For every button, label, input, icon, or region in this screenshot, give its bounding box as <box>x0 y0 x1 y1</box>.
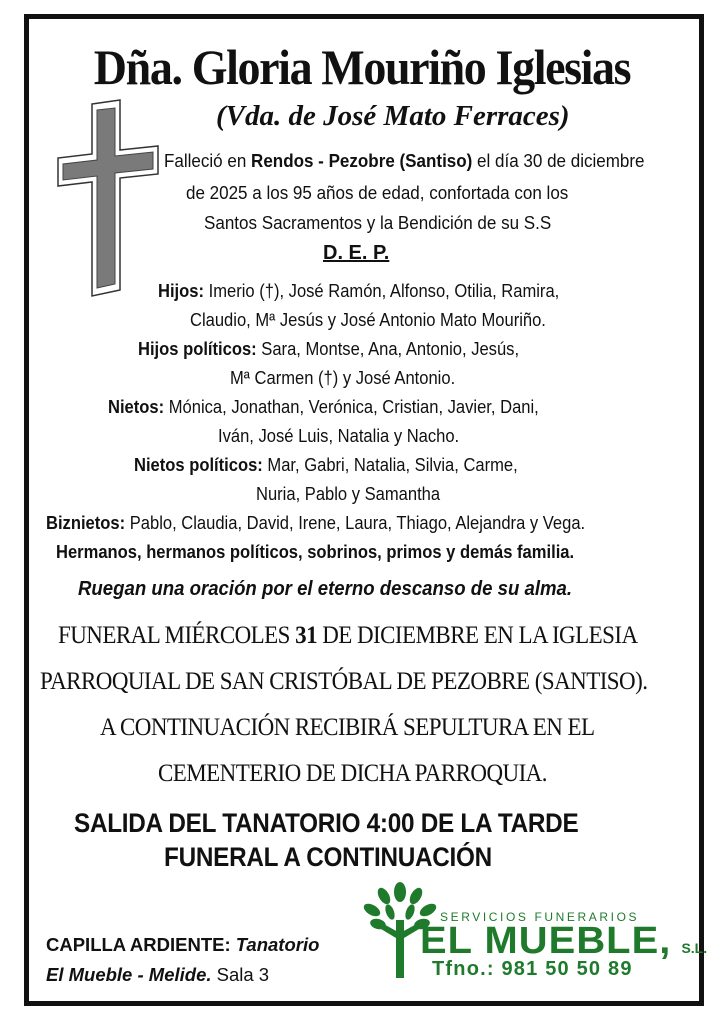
dep-label: D. E. P. <box>323 242 390 264</box>
capilla-line-2 <box>46 964 269 986</box>
logo-name-line <box>420 920 707 963</box>
hijos-politicos-names-1: Sara, Montse, Ana, Antonio, Jesús, <box>256 339 520 359</box>
funeral-day: 31 <box>295 622 318 649</box>
nietos-line-2: Iván, José Luis, Natalia y Nacho. <box>218 426 460 446</box>
salida-line-2: FUNERAL A CONTINUACIÓN <box>164 842 492 872</box>
death-line-3: Santos Sacramentos y la Bendición de su S.S <box>204 212 552 233</box>
nietos-politicos-names-1: Mar, Gabri, Natalia, Silvia, Carme, <box>262 455 518 475</box>
nietos-politicos-label: Nietos políticos: <box>134 455 263 475</box>
biznietos-label: Biznietos: <box>46 513 126 533</box>
hermanos-text: Hermanos, hermanos políticos, sobrinos, primos y demás familia. <box>56 542 575 562</box>
nietos-politicos-line-2: Nuria, Pablo y Samantha <box>256 484 441 504</box>
deceased-name: Dña. Gloria Mouriño Iglesias <box>93 39 631 95</box>
nietos-line-1 <box>108 397 539 418</box>
death-place: Rendos - Pezobre (Santiso) <box>251 150 473 171</box>
funeral-day-suffix: DE DICIEMBRE EN LA IGLESIA <box>317 622 638 649</box>
biznietos-line <box>46 513 585 534</box>
logo-suffix: S.L. <box>681 940 708 956</box>
death-line-1 <box>164 150 645 172</box>
hijos-politicos-line-1 <box>138 339 519 360</box>
death-line-2: de 2025 a los 95 años de edad, confortada con los <box>186 182 569 203</box>
capilla-sala: Sala 3 <box>211 964 270 985</box>
nietos-label: Nietos: <box>108 397 165 417</box>
biznietos-names: Pablo, Claudia, David, Irene, Laura, Thiago, Alejandra y Vega. <box>125 513 586 533</box>
hijos-politicos-line-2: Mª Carmen (†) y José Antonio. <box>230 368 456 388</box>
prayer-line: Ruegan una oración por el eterno descanso de su alma. <box>78 578 573 600</box>
hijos-names-1: Imerio (†), José Ramón, Alfonso, Otilia, Ramira, <box>204 281 560 301</box>
death-prefix: Falleció en <box>164 150 252 171</box>
salida-line-1: SALIDA DEL TANATORIO 4:00 DE LA TARDE <box>74 808 579 838</box>
funeral-line-1 <box>58 622 638 650</box>
capilla-line-1 <box>46 934 319 956</box>
hijos-line-1 <box>158 281 559 302</box>
funeral-day-prefix: FUNERAL MIÉRCOLES <box>58 622 296 649</box>
hijos-label: Hijos: <box>158 281 205 301</box>
logo-phone: Tfno.: 981 50 50 89 <box>432 958 633 980</box>
capilla-place-2: El Mueble - Melide. <box>46 964 212 985</box>
nietos-names-1: Mónica, Jonathan, Verónica, Cristian, Javier, Dani, <box>164 397 539 417</box>
death-suffix: el día 30 de diciembre <box>472 150 645 171</box>
capilla-place-1: Tanatorio <box>230 934 320 955</box>
hijos-politicos-label: Hijos políticos: <box>138 339 257 359</box>
funeral-line-3: A CONTINUACIÓN RECIBIRÁ SEPULTURA EN EL <box>100 714 595 741</box>
nietos-politicos-line-1 <box>134 455 518 476</box>
hijos-line-2: Claudio, Mª Jesús y José Antonio Mato Mouriño. <box>190 310 546 330</box>
hermanos-line <box>56 542 574 563</box>
logo-name: EL MUEBLE, <box>420 920 672 962</box>
funeral-line-4: CEMENTERIO DE DICHA PARROQUIA. <box>158 760 547 787</box>
widow-of: (Vda. de José Mato Ferraces) <box>216 100 570 132</box>
funeral-line-2: PARROQUIAL DE SAN CRISTÓBAL DE PEZOBRE (SANTISO). <box>40 668 648 695</box>
cross-icon <box>52 98 162 303</box>
logo-tagline: SERVICIOS FUNERARIOS <box>440 910 640 924</box>
capilla-label: CAPILLA ARDIENTE: <box>46 934 231 955</box>
